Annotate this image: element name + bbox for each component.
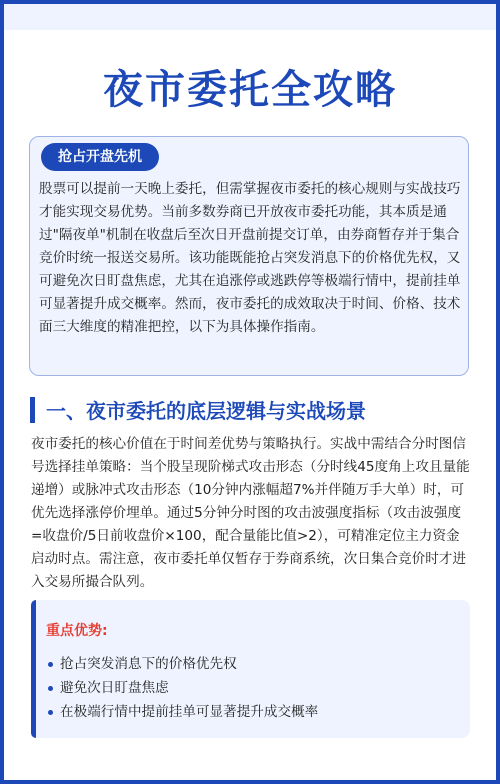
bullet-icon — [48, 662, 53, 667]
section-body: 夜市委托的核心价值在于时间差优势与策略执行。实战中需结合分时图信号选择挂单策略：当个股呈现阶梯式攻击形态（分时线45度角上攻且量能递增）或脉冲式攻击形态（10分钟内涨幅超7%并伴随万手大单）时，可优先选择涨停价埋单。通过5分钟分时图的攻击波强度指标（攻击波强度=收盘价/5日前收盘价×100，配合量能比值>2），可精准定位主力资金启动时点。需注意，夜市委托单仅暂存于券商系统，次日集合竞价时才进入交易所撮合队列。 — [31, 436, 470, 590]
intro-text: 股票可以提前一天晚上委托，但需掌握夜市委托的核心规则与实战技巧才能实现交易优势。当前多数券商已开放夜市委托功能，其本质是通过"隔夜单"机制在收盘后至次日开盘前提交订单，由券商暂存并于集合竞价时统一报送交易所。该功能既能抢占突发消息下的价格优先权，又可避免次日盯盘焦虑，尤其在追涨停或逃跌停等极端行情中，提前挂单可显著提升成交概率。然而，夜市委托的成效取决于时间、价格、技术面三大维度的精准把控，以下为具体操作指南。 — [39, 181, 461, 335]
page-title: 夜市委托全攻略 — [103, 67, 397, 113]
list-item — [48, 652, 318, 676]
bullet-icon — [48, 686, 53, 691]
section-accent-bar — [30, 397, 35, 423]
section-heading: 一、夜市委托的底层逻辑与实战场景 — [46, 399, 366, 423]
list-item-text: 避免次日盯盘焦虑 — [60, 680, 169, 696]
list-item — [48, 700, 318, 724]
list-item-text: 在极端行情中提前挂单可显著提升成交概率 — [60, 704, 319, 720]
tips-accent-bar — [31, 600, 36, 738]
list-item — [48, 676, 318, 700]
intro-tag: 抢占开盘先机 — [41, 143, 159, 171]
list-item-text: 抢占突发消息下的价格优先权 — [60, 656, 237, 672]
tips-list — [48, 652, 318, 724]
bullet-icon — [48, 710, 53, 715]
tips-title: 重点优势: — [46, 623, 108, 639]
